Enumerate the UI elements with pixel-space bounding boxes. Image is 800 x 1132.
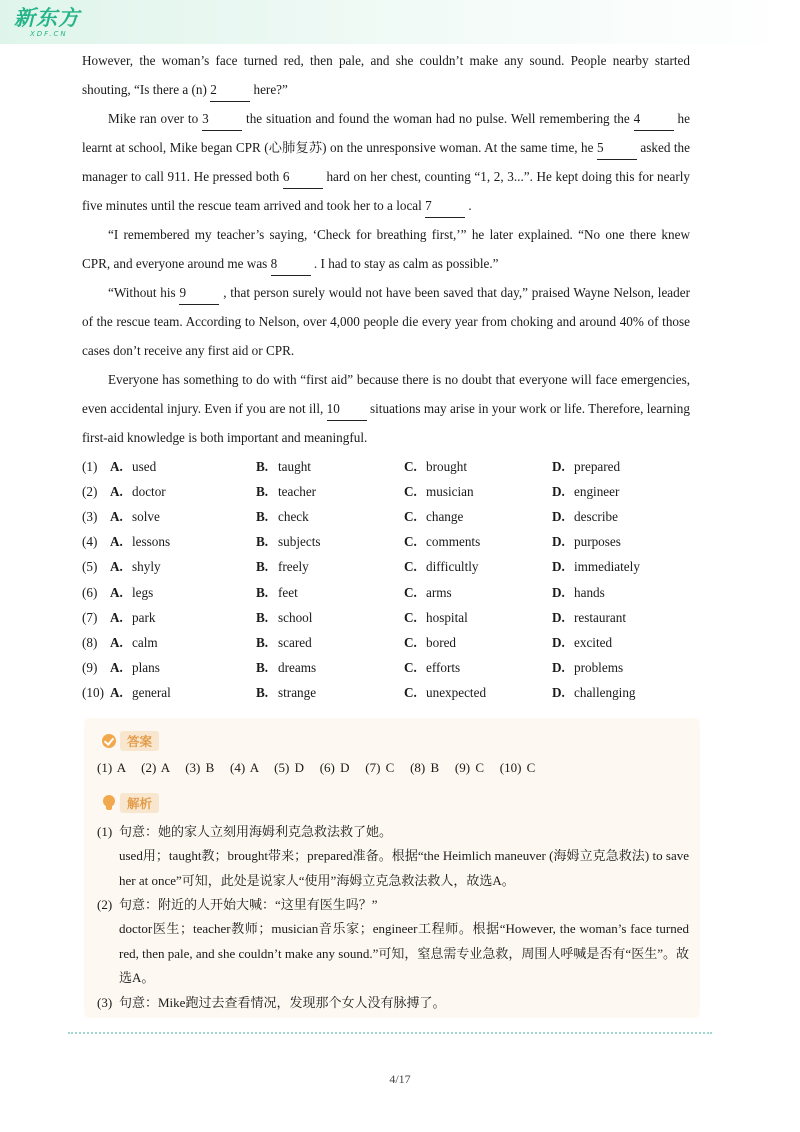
option-letter: C. (404, 685, 417, 701)
option-word: hands (574, 584, 605, 600)
option-row (82, 605, 690, 630)
option-number: (9) (82, 660, 98, 676)
option-b (256, 484, 404, 500)
option-word: dreams (278, 660, 317, 676)
option-word: subjects (278, 534, 321, 550)
logo-subtext: XDF.CN (30, 30, 68, 38)
text: , that person surely would not have been saved that day,” praised Wayne Nelson, leader of the rescue team. According to Nelson, over 4,000 people die every year from choking and around 40% of those cases don’t receive any first aid or CPR. (82, 285, 690, 358)
text: the situation and found the woman had no pulse. Well remembering the (242, 111, 634, 126)
option-letter: D. (552, 458, 565, 474)
analysis-detail: doctor医生；teacher教师；musician音乐家；engineer工程师。根据“However, the woman’s face turned red, then pale, and she couldn’t make any sound.”可知，窒息需专业急救，周围人呼喊是否有“医生”。故选A。 (119, 921, 689, 985)
paragraph-5 (82, 365, 690, 452)
option-word: prepared (574, 458, 621, 474)
option-word: shyly (132, 559, 161, 575)
answer-label: 答案 (120, 731, 159, 751)
option-letter: B. (256, 660, 269, 676)
option-number: (2) (82, 483, 98, 499)
option-word: taught (278, 458, 311, 474)
option-number: (4) (82, 534, 98, 550)
options-list (82, 454, 690, 706)
option-word: teacher (278, 483, 317, 499)
answer-line: (1) A (2) A (3) B (4) A (5) D (6) D (7) C (8) B (9) C (10) C (97, 760, 536, 775)
option-letter: C. (404, 559, 417, 575)
option-row (82, 504, 690, 529)
text: However, the woman’s face turned red, then pale, and she couldn’t make any sound. People nearby started shouting, “Is there a (n) (82, 53, 690, 97)
analysis-item (97, 991, 689, 1015)
option-a (110, 484, 256, 500)
option-number: (1) (82, 458, 98, 474)
option-word: hospital (426, 609, 468, 625)
option-word: engineer (574, 483, 620, 499)
option-row (82, 479, 690, 504)
analysis-detail: used用；taught教；brought带来；prepared准备。根据“the Heimlich maneuver (海姆立克急救法) to save her at once”可知，此处是说家人“使用”海姆立克急救法救人，故选A。 (119, 848, 689, 888)
option-d (552, 509, 690, 525)
option-word: park (132, 609, 156, 625)
option-row (82, 530, 690, 555)
option-letter: C. (404, 483, 417, 499)
option-c (404, 685, 552, 701)
text: he learnt at school, Mike began CPR (心肺复苏) on the unresponsive woman. At the same time, he (82, 111, 691, 155)
analysis-item (97, 893, 689, 991)
option-a (110, 635, 256, 651)
brand-logo (14, 6, 84, 40)
option-letter: A. (110, 508, 123, 524)
option-d (552, 534, 690, 550)
blank-8: 8 (271, 254, 311, 276)
analysis-heading (102, 793, 159, 813)
option-d (552, 585, 690, 601)
option-a (110, 509, 256, 525)
option-b (256, 534, 404, 550)
analysis-sentence: 句意：附近的人开始大喊：“这里有医生吗？” (119, 897, 378, 912)
option-letter: B. (256, 609, 269, 625)
analysis-sentence: 句意：她的家人立刻用海姆利克急救法救了她。 (119, 824, 393, 839)
option-letter: B. (256, 508, 269, 524)
analysis-number: (3) (97, 994, 113, 1010)
option-letter: C. (404, 634, 417, 650)
option-word: school (278, 609, 313, 625)
analysis-body (119, 893, 689, 991)
option-letter: D. (552, 508, 565, 524)
analysis-item (97, 820, 689, 893)
option-row (82, 555, 690, 580)
divider (68, 1032, 712, 1034)
option-a (110, 585, 256, 601)
option-word: restaurant (574, 609, 626, 625)
option-word: problems (574, 660, 624, 676)
option-word: legs (132, 584, 154, 600)
option-d (552, 685, 690, 701)
analysis-number: (2) (97, 897, 113, 912)
option-c (404, 509, 552, 525)
option-b (256, 509, 404, 525)
option-word: unexpected (426, 685, 487, 701)
option-a (110, 660, 256, 676)
logo-text: 新东方 (14, 6, 80, 30)
option-b (256, 635, 404, 651)
option-row (82, 630, 690, 655)
option-a (110, 685, 256, 701)
blank-4: 4 (634, 109, 674, 131)
option-number: (8) (82, 634, 98, 650)
option-letter: D. (552, 483, 565, 499)
option-letter: C. (404, 458, 417, 474)
paragraph-1 (82, 46, 690, 104)
option-d (552, 660, 690, 676)
option-letter: D. (552, 660, 565, 676)
option-word: arms (426, 584, 452, 600)
option-b (256, 559, 404, 575)
option-d (552, 559, 690, 575)
text: . (465, 198, 472, 213)
option-letter: A. (110, 660, 123, 676)
option-letter: C. (404, 508, 417, 524)
option-a (110, 610, 256, 626)
option-c (404, 559, 552, 575)
option-letter: D. (552, 685, 565, 701)
option-letter: B. (256, 685, 269, 701)
option-word: comments (426, 534, 481, 550)
option-letter: D. (552, 634, 565, 650)
option-word: purposes (574, 534, 621, 550)
option-a (110, 559, 256, 575)
option-word: used (132, 458, 157, 474)
option-letter: C. (404, 584, 417, 600)
option-word: freely (278, 559, 309, 575)
option-number: (6) (82, 584, 98, 600)
option-letter: B. (256, 584, 269, 600)
option-word: feet (278, 584, 298, 600)
option-word: plans (132, 660, 160, 676)
check-icon (102, 734, 116, 748)
option-row (82, 656, 690, 681)
option-word: solve (132, 508, 160, 524)
option-c (404, 610, 552, 626)
option-word: general (132, 685, 171, 701)
option-letter: D. (552, 584, 565, 600)
answer-box (84, 718, 700, 1018)
option-word: immediately (574, 559, 640, 575)
blank-2: 2 (210, 80, 250, 102)
option-number: (7) (82, 609, 98, 625)
option-letter: B. (256, 534, 269, 550)
option-c (404, 585, 552, 601)
option-letter: C. (404, 660, 417, 676)
option-letter: A. (110, 458, 123, 474)
option-word: musician (426, 483, 474, 499)
option-word: challenging (574, 685, 636, 701)
blank-6: 6 (283, 167, 323, 189)
option-word: scared (278, 634, 312, 650)
option-letter: A. (110, 609, 123, 625)
text: here?” (250, 82, 288, 97)
option-letter: D. (552, 534, 565, 550)
option-b (256, 585, 404, 601)
blank-3: 3 (202, 109, 242, 131)
analysis-label: 解析 (120, 793, 159, 813)
text: “Without his (108, 285, 180, 300)
text: . I had to stay as calm as possible.” (310, 256, 499, 271)
option-number: (3) (82, 508, 98, 524)
option-letter: C. (404, 609, 417, 625)
blank-5: 5 (597, 138, 637, 160)
option-d (552, 484, 690, 500)
option-row (82, 681, 690, 706)
analysis-list (97, 820, 689, 1015)
text: Mike ran over to (108, 111, 203, 126)
option-c (404, 459, 552, 475)
option-letter: B. (256, 559, 269, 575)
option-word: strange (278, 685, 317, 701)
option-b (256, 660, 404, 676)
option-d (552, 610, 690, 626)
passage (82, 46, 690, 706)
analysis-body (119, 820, 689, 893)
option-a (110, 459, 256, 475)
option-word: lessons (132, 534, 171, 550)
blank-10: 10 (327, 399, 367, 421)
option-word: describe (574, 508, 618, 524)
option-row (82, 580, 690, 605)
option-letter: A. (110, 534, 123, 550)
blank-9: 9 (179, 283, 219, 305)
paragraph-4 (82, 278, 690, 365)
option-word: brought (426, 458, 468, 474)
option-letter: A. (110, 483, 123, 499)
option-word: calm (132, 634, 158, 650)
answer-heading (102, 731, 159, 751)
analysis-number: (1) (97, 824, 113, 839)
option-letter: B. (256, 483, 269, 499)
option-word: change (426, 508, 464, 524)
analysis-body (119, 991, 689, 1015)
blank-7: 7 (425, 196, 465, 218)
text: hard on her chest, counting “1, 2, 3...”. He kept doing this for nearly five minutes until the rescue team arrived and took her to a local (82, 169, 690, 213)
option-letter: D. (552, 609, 565, 625)
option-b (256, 685, 404, 701)
lightbulb-icon (102, 795, 116, 811)
text: asked the manager to call 911. He pressed both (82, 140, 690, 184)
analysis-sentence: 句意：Mike跑过去查看情况，发现那个女人没有脉搏了。 (119, 994, 446, 1010)
option-letter: B. (256, 458, 269, 474)
option-letter: A. (110, 634, 123, 650)
option-letter: B. (256, 634, 269, 650)
header-band (0, 0, 800, 44)
text: “I remembered my teacher’s saying, ‘Check for breathing first,’” he later explained. “No one there knew CPR, and everyone around me was (82, 227, 690, 271)
paragraph-3 (82, 220, 690, 278)
option-d (552, 635, 690, 651)
text: situations may arise in your work or life. Therefore, learning first-aid knowledge is both important and meaningful. (82, 401, 690, 445)
page-number: 4/17 (389, 1072, 411, 1086)
option-letter: A. (110, 559, 123, 575)
option-c (404, 484, 552, 500)
option-letter: A. (110, 685, 123, 701)
option-letter: C. (404, 534, 417, 550)
option-c (404, 534, 552, 550)
option-letter: A. (110, 584, 123, 600)
paragraph-2 (82, 104, 690, 220)
option-word: excited (574, 634, 613, 650)
option-number: (10) (82, 685, 104, 701)
option-c (404, 660, 552, 676)
option-a (110, 534, 256, 550)
option-row (82, 454, 690, 479)
option-d (552, 459, 690, 475)
option-letter: D. (552, 559, 565, 575)
option-number: (5) (82, 559, 98, 575)
text: Everyone has something to do with “first aid” because there is no doubt that everyone will face emergencies, even accidental injury. Even if you are not ill, (82, 372, 690, 416)
option-word: efforts (426, 660, 461, 676)
option-word: doctor (132, 483, 166, 499)
option-c (404, 635, 552, 651)
option-word: difficultly (426, 559, 479, 575)
option-word: bored (426, 634, 457, 650)
option-word: check (278, 508, 309, 524)
option-b (256, 459, 404, 475)
option-b (256, 610, 404, 626)
